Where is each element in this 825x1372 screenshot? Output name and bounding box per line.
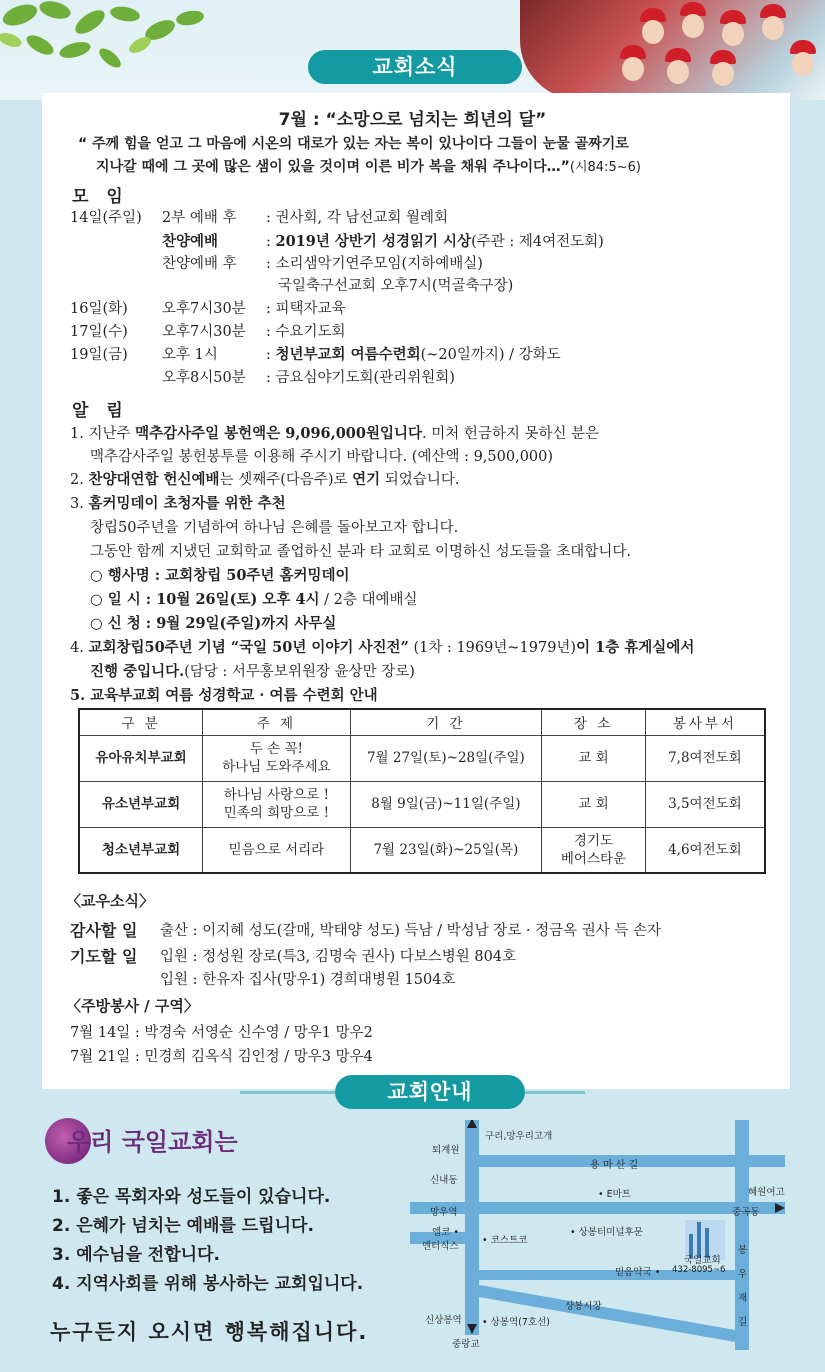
meeting-time: 2부 예배 후 (162, 210, 237, 226)
thanks-label: 감사할 일 (70, 921, 138, 940)
map-label: 중곡동 (732, 1207, 760, 1218)
notice-item: 4. 교회창립50주년 기념 “국일 50년 이야기 사진전” (1차 : 1969년~1979년)이 1층 휴게실에서 (70, 639, 695, 656)
dept-cell: 청소년부교회 (79, 827, 203, 873)
column-header: 기 간 (350, 709, 541, 735)
choir-photo (520, 0, 825, 100)
scripture-verse (78, 133, 778, 179)
map-label: • 코스트코 (482, 1235, 528, 1246)
meeting-desc: : 수요기도회 (266, 324, 346, 340)
table-row (79, 735, 765, 781)
map-label: 상봉시장 (565, 1301, 602, 1312)
map-label: 엠코 • (432, 1227, 459, 1238)
thanks-text: 출산 : 이지혜 성도(갈매, 박태양 성도) 득남 / 박성남 장로 · 정금옥 권사 득 손자 (160, 923, 662, 939)
banner-divider (240, 1091, 335, 1094)
service-cell: 4,6여전도회 (645, 827, 765, 873)
map-label: 망우역 (430, 1207, 458, 1218)
map-label: 중랑교 (452, 1339, 480, 1350)
column-header: 봉사부서 (645, 709, 765, 735)
map-label: 국일교회 (684, 1255, 721, 1266)
map-label: 퇴계원 (432, 1145, 460, 1156)
meeting-time: 오후7시30분 (162, 301, 246, 317)
map-label: • 상봉터미널후문 (570, 1227, 643, 1238)
meeting-day: 19일(금) (70, 347, 128, 363)
column-header: 구 분 (79, 709, 203, 735)
meeting-desc: 국일축구선교회 오후7시(먹골축구장) (278, 278, 514, 294)
notice-line: 그동안 함께 지냈던 교회학교 졸업하신 분과 타 교회로 이명하신 성도들을 초대합니다. (90, 544, 631, 560)
pray-text: 입원 : 한유자 집사(망우1) 경희대병원 1504호 (160, 972, 456, 988)
map-label: 432-8095~6 (672, 1265, 726, 1275)
guide-item: 2. 은혜가 넘치는 예배를 드립니다. (52, 1216, 314, 1236)
place-cell: 교 회 (542, 781, 646, 827)
homecoming-event: ○ 행사명 : 교회창립 50주년 홈커밍데이 (90, 567, 350, 584)
map-label: • E마트 (598, 1189, 631, 1200)
meeting-time: 찬양예배 후 (162, 256, 237, 272)
map-label: 재 (738, 1293, 748, 1304)
notice-item: 1. 지난주 맥추감사주일 봉헌액은 9,096,000원입니다. 미처 헌금하지 못하신 분은 (70, 425, 600, 442)
table-row (79, 781, 765, 827)
location-map (410, 1120, 785, 1350)
meetings-heading: 모 임 (72, 187, 129, 207)
leaves-decoration (0, 0, 230, 80)
monthly-theme: 7월 : “소망으로 넘치는 희년의 달” (278, 110, 547, 130)
kitchen-line: 7월 14일 : 박경숙 서영순 신수영 / 망우1 망우2 (70, 1025, 373, 1041)
map-label: 봉 (738, 1245, 748, 1256)
meeting-time: 오후 1시 (162, 347, 218, 363)
guide-item: 3. 예수님을 전합니다. (52, 1245, 220, 1265)
meeting-time: 오후7시30분 (162, 324, 246, 340)
table-row (79, 827, 765, 873)
verse-line-2: 지나갈 때에 그 곳에 많은 샘이 있을 것이며 이른 비가 복을 채워 주나이다…”(시84:5~6) (96, 159, 641, 175)
notice-line: 진행 중입니다.(담당 : 서무홍보위원장 윤상만 장로) (90, 663, 415, 680)
meeting-desc: : 권사회, 각 남선교회 월례회 (266, 210, 449, 226)
guide-item: 4. 지역사회를 위해 봉사하는 교회입니다. (52, 1274, 364, 1294)
meeting-desc: : 소리샘악기연주모임(지하예배실) (266, 256, 483, 272)
place-cell: 경기도 베어스타운 (542, 827, 646, 873)
place-cell: 교 회 (542, 735, 646, 781)
homecoming-apply: ○ 신 청 : 9월 29일(주일)까지 사무실 (90, 615, 337, 632)
period-cell: 8월 9일(금)~11일(주일) (350, 781, 541, 827)
verse-reference: (시84:5~6) (569, 160, 641, 175)
map-label: 용 마 산 길 (590, 1160, 639, 1171)
meeting-day: 16일(화) (70, 301, 128, 317)
map-label: 혜원여고 (748, 1187, 785, 1198)
meeting-desc: : 피택자교육 (266, 301, 346, 317)
notice-line: 맥추감사주일 봉헌봉투를 이용해 주시기 바랍니다. (예산액 : 9,500,000) (90, 449, 554, 465)
church-guide-banner: 교회안내 (335, 1075, 525, 1109)
meeting-desc: : 2019년 상반기 성경읽기 시상(주관 : 제4여전도회) (266, 233, 604, 250)
meeting-day: 17일(수) (70, 324, 128, 340)
pray-text: 입원 : 정성원 장로(특3, 김명숙 권사) 다보스병원 804호 (160, 949, 517, 965)
map-label: 신상봉역 (425, 1315, 462, 1326)
notice-item: 5. 교육부교회 여름 성경학교 · 여름 수련회 안내 (70, 687, 378, 704)
notice-item: 3. 홈커밍데이 초청자를 위한 추천 (70, 495, 286, 512)
meeting-desc: : 청년부교회 여름수련회(~20일까지) / 강화도 (266, 346, 561, 363)
period-cell: 7월 23일(화)~25일(목) (350, 827, 541, 873)
map-label: 믿음약국 • (615, 1267, 661, 1278)
guide-item: 1. 좋은 목회자와 성도들이 있습니다. (52, 1187, 331, 1207)
verse-line-1: “ 주께 힘을 얻고 그 마음에 시온의 대로가 있는 자는 복이 있나이다 그들이 눈물 골짜기로 (78, 136, 629, 152)
notice-line: 창립50주년을 기념하여 하나님 은혜를 돌아보고자 합니다. (90, 520, 459, 536)
pray-label: 기도할 일 (70, 947, 138, 966)
guide-title: 우리 국일교회는 (67, 1128, 238, 1156)
column-header: 주 제 (203, 709, 351, 735)
service-cell: 7,8여전도회 (645, 735, 765, 781)
map-label: 엔터식스 (422, 1241, 459, 1252)
meeting-time: 찬양예배 (162, 233, 219, 250)
map-label: 우 (738, 1269, 748, 1280)
meeting-time: 오후8시50분 (162, 370, 246, 386)
notice-item: 2. 찬양대연합 헌신예배는 셋째주(다음주)로 연기 되었습니다. (70, 471, 460, 488)
theme-cell: 믿음으로 서리라 (203, 827, 351, 873)
members-heading: 〈교우소식〉 (66, 892, 154, 910)
service-cell: 3,5여전도회 (645, 781, 765, 827)
kitchen-line: 7월 21일 : 민경희 김옥식 김인정 / 망우3 망우4 (70, 1049, 373, 1065)
column-header: 장 소 (542, 709, 646, 735)
theme-cell: 두 손 꼭! 하나님 도와주세요 (203, 735, 351, 781)
meeting-desc: : 금요심야기도회(관리위원회) (266, 370, 455, 386)
map-label: • 상봉역(7호선) (482, 1317, 550, 1328)
theme-cell: 하나님 사랑으로 ! 민족의 희망으로 ! (203, 781, 351, 827)
table-header-row (79, 709, 765, 735)
homecoming-date: ○ 일 시 : 10월 26일(토) 오후 4시 / 2층 대예배실 (90, 591, 418, 608)
dept-cell: 유아유치부교회 (79, 735, 203, 781)
notices-heading: 알 림 (72, 401, 129, 421)
map-label: 신내동 (430, 1175, 458, 1186)
church-news-banner: 교회소식 (308, 50, 522, 84)
guide-final: 누구든지 오시면 행복해집니다. (50, 1320, 369, 1344)
map-label: 길 (738, 1317, 748, 1328)
summer-school-table (78, 708, 766, 874)
dept-cell: 유소년부교회 (79, 781, 203, 827)
banner-divider (525, 1091, 585, 1094)
map-label: 구리,망우리고개 (485, 1131, 553, 1142)
meeting-row: 14일(주일) (70, 210, 142, 226)
period-cell: 7월 27일(토)~28일(주일) (350, 735, 541, 781)
kitchen-heading: 〈주방봉사 / 구역〉 (66, 997, 199, 1015)
